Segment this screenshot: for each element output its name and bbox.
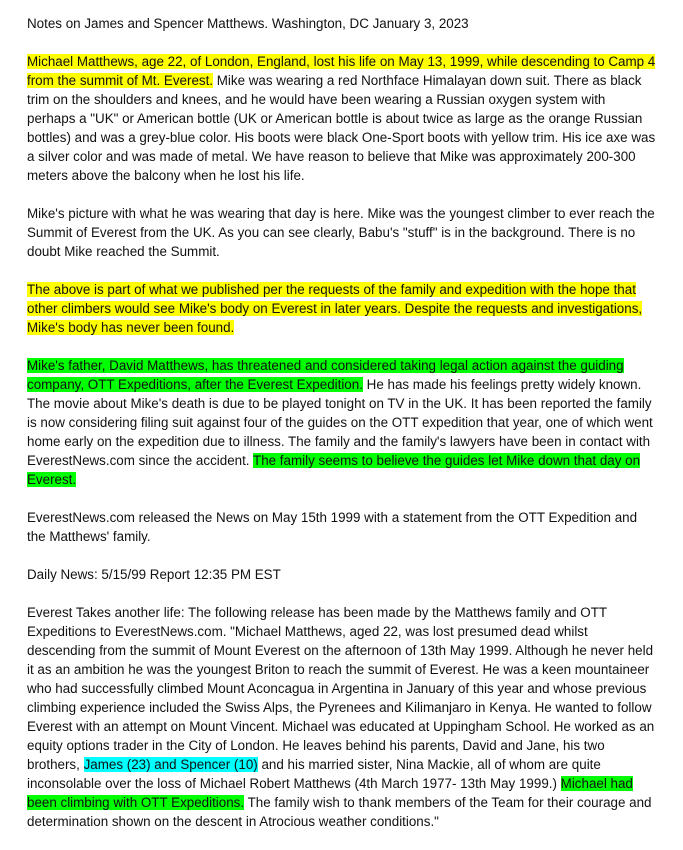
heading-text: Notes on James and Spencer Matthews. Washington, DC January 3, 2023 [27, 16, 469, 31]
paragraph-news-release [27, 508, 657, 546]
document-page [27, 14, 657, 850]
paragraph-disappearance [27, 52, 657, 185]
paragraph-text: He has made his feelings pretty widely known. The movie about Mike's death is due to be played tonight on TV in the UK. It has been reported the family is now considering filing suit against four of the guides on the OTT expedition that year, one of which went home early on the expedition due to illness. The family and the family's lawyers have been in contact with EverestNews.com since the accident. [27, 377, 653, 468]
highlight-yellow: Michael Matthews, age 22, of London, England, lost his life on May 13, 1999, while descending to Camp 4 from the summit of Mt. Everest. [27, 54, 656, 88]
highlight-green: The family seems to believe the guides let Mike down that day on Everest. [27, 453, 641, 487]
highlight-green: Michael had been climbing with OTT Expeditions. [27, 776, 633, 810]
paragraph-summit-picture [27, 204, 657, 261]
paragraph-text: Mike was wearing a red Northface Himalayan down suit. There as black trim on the shoulders and knees, and he would have been wearing a Russian oxygen system with perhaps a "UK" or American bottle (UK or American bottle is about twice as large as the orange Russian bottles) and was a grey-blue color. His boots were black One-Sport boots with yellow trim. His ice axe was a silver color and was made of metal. We have reason to believe that Mike was approximately 200-300 meters above the balcony when he lost his life. [27, 73, 656, 183]
document-heading [27, 14, 657, 33]
paragraph-text: Everest Takes another life: The following release has been made by the Matthews family and OTT Expeditions to EverestNews.com. "Michael Matthews, aged 22, was lost presumed dead whilst descending from the summit of Mount Everest on the afternoon of 13th May 1999. Although he never held it as an ambition he was the youngest Briton to reach the summit of Everest. He was a keen mountaineer who had successfully climbed Mount Aconcagua in Argentina in January of this year and whose previous climbing experience included the Swiss Alps, the Pyrenees and Kilimanjaro in Kenya. He wanted to follow Everest with an attempt on Mount Vincent. Michael was educated at Uppingham School. He worked as an equity options trader in the City of London. He leaves behind his parents, David and Jane, his two brothers, [27, 605, 655, 772]
paragraph-text: The family wish to thank members of the Team for their courage and determination shown on the descent in Atrocious weather conditions." [27, 795, 652, 829]
paragraph-publication-note [27, 280, 657, 337]
paragraph-family-statement [27, 603, 657, 831]
paragraph-text: EverestNews.com released the News on May 15th 1999 with a statement from the OTT Expedition and the Matthews' family. [27, 510, 638, 544]
paragraph-text: and his married sister, Nina Mackie, all of whom are quite inconsolable over the loss of Michael Robert Matthews (4th March 1977- 13th May 1999.) [27, 757, 601, 791]
highlight-yellow: The above is part of what we published per the requests of the family and expedition with the hope that other climbers would see Mike's body on Everest in later years. Despite the requests and investigations, Mike's body has never been found. [27, 282, 643, 335]
paragraph-daily-news-date [27, 565, 657, 584]
highlight-cyan: James (23) and Spencer (10) [83, 757, 258, 772]
paragraph-text: Daily News: 5/15/99 Report 12:35 PM EST [27, 567, 281, 582]
paragraph-text: Mike's picture with what he was wearing that day is here. Mike was the youngest climber to ever reach the Summit of Everest from the UK. As you can see clearly, Babu's "stuff" is in the background. There is no doubt Mike reached the Summit. [27, 206, 655, 259]
highlight-green: Mike's father, David Matthews, has threatened and considered taking legal action against the guiding company, OTT Expeditions, after the Everest Expedition. [27, 358, 624, 392]
paragraph-legal-action [27, 356, 657, 489]
